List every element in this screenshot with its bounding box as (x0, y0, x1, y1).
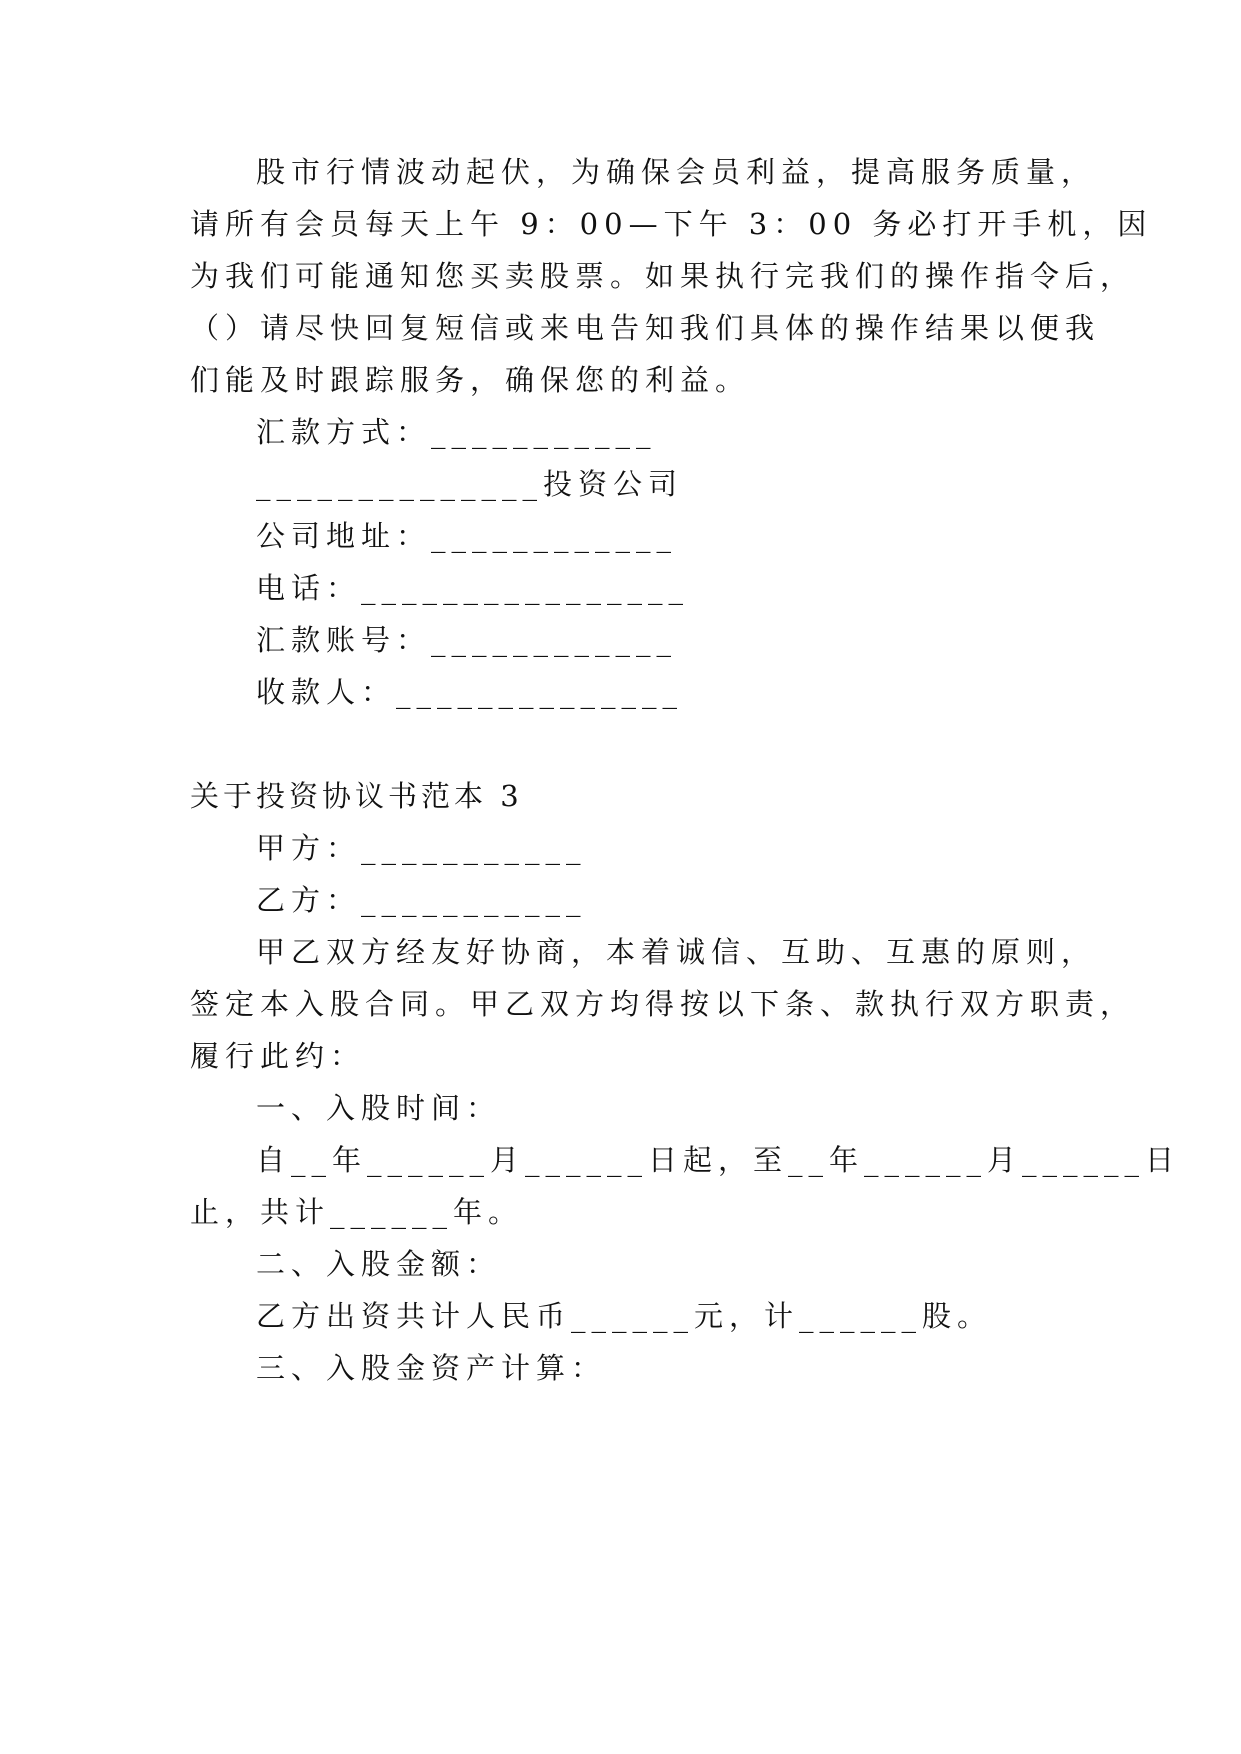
agreement-title: 关于投资协议书范本 3 (190, 779, 523, 813)
notice-paragraph-line-2: 请所有会员每天上午 9：00—下午 3：00 务必打开手机，因 (190, 207, 1153, 241)
section-2-title: 二、入股金额： (256, 1247, 502, 1281)
company-address-field: 公司地址：____________ (256, 519, 678, 553)
section-1-title: 一、入股时间： (256, 1091, 502, 1125)
party-a-field: 甲方：___________ (256, 831, 587, 865)
remittance-account-field: 汇款账号：____________ (256, 623, 678, 657)
section-2-amount-line: 乙方出资共计人民币______元，计______股。 (256, 1299, 993, 1333)
notice-paragraph-line-4: （）请尽快回复短信或来电告知我们具体的操作结果以便我 (190, 311, 1101, 345)
investment-company-field: ______________投资公司 (256, 467, 684, 501)
intro-paragraph-line-2: 签定本入股合同。甲乙双方均得按以下条、款执行双方职责， (190, 987, 1136, 1021)
notice-paragraph-line-1: 股市行情波动起伏，为确保会员利益，提高服务质量， (256, 155, 1097, 189)
notice-paragraph-line-5: 们能及时跟踪服务，确保您的利益。 (190, 363, 751, 397)
intro-paragraph-line-1: 甲乙双方经友好协商，本着诚信、互助、互惠的原则， (256, 935, 1097, 969)
section-1-date-line-1: 自__年______月______日起，至__年______月______日 (256, 1143, 1181, 1177)
payee-field: 收款人：______________ (256, 675, 684, 709)
intro-paragraph-line-3: 履行此约： (190, 1039, 366, 1073)
party-b-field: 乙方：___________ (256, 883, 587, 917)
phone-field: 电话：________________ (256, 571, 690, 605)
remittance-method-field: 汇款方式：___________ (256, 415, 657, 449)
notice-paragraph-line-3: 为我们可能通知您买卖股票。如果执行完我们的操作指令后， (190, 259, 1136, 293)
section-3-title: 三、入股金资产计算： (256, 1351, 607, 1385)
section-1-date-line-2: 止，共计______年。 (190, 1195, 524, 1229)
